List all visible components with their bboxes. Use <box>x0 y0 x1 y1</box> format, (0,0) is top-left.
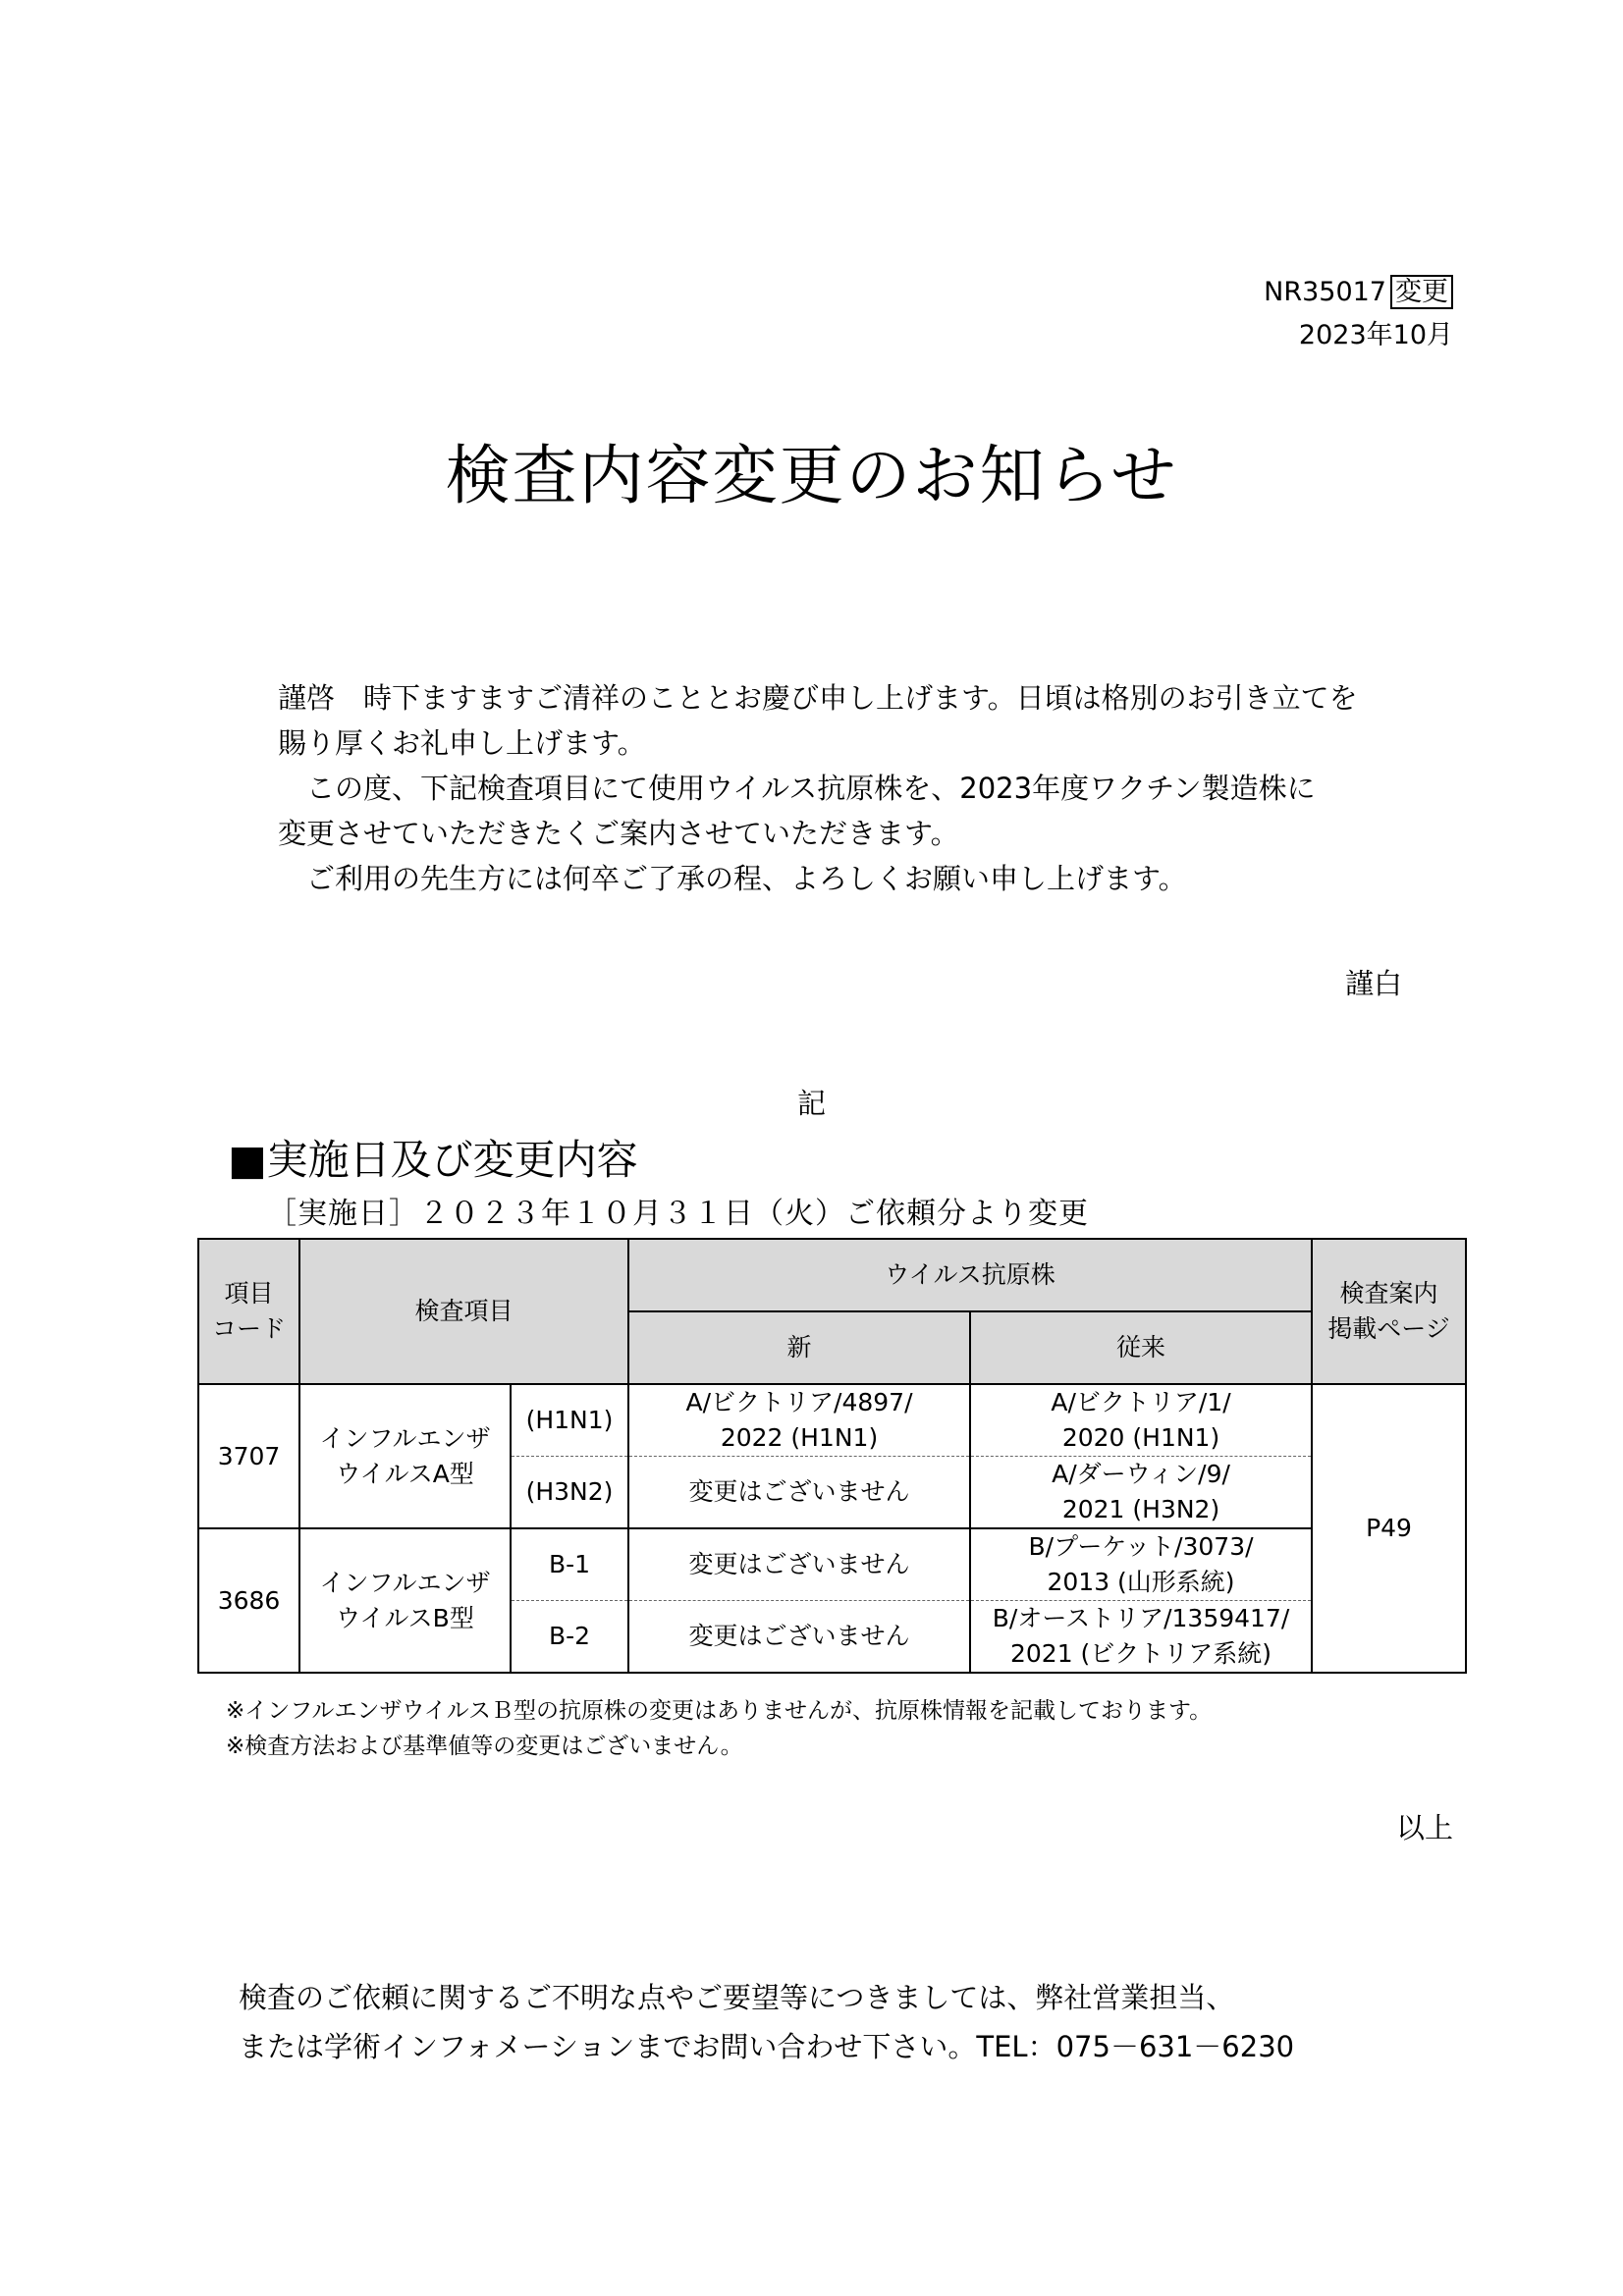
table-row <box>198 1528 1466 1601</box>
section-title: ■実施日及び変更内容 <box>228 1136 638 1184</box>
old-strain: B/プーケット/3073/ 2013 (山形系統) <box>970 1528 1312 1601</box>
old-strain: A/ビクトリア/1/ 2020 (H1N1) <box>970 1384 1312 1457</box>
footer-line: または学術インフォメーションまでお問い合わせ下さい。TEL：075－631－6230 <box>239 2030 1295 2063</box>
table-row <box>198 1384 1466 1457</box>
subtype: B-2 <box>511 1601 628 1674</box>
body-line: 謹啓 時下ますますご清祥のこととお慶び申し上げます。日頃は格別のお引き立てを <box>278 681 1358 715</box>
footer-line: 検査のご依頼に関するご不明な点やご要望等につきましては、弊社営業担当、 <box>239 1981 1235 2014</box>
new-strain: 変更はございません <box>628 1528 970 1601</box>
new-strain: A/ビクトリア/4897/ 2022 (H1N1) <box>628 1384 970 1457</box>
new-strain: 変更はございません <box>628 1457 970 1529</box>
old-strain: A/ダーウィン/9/ 2021 (H3N2) <box>970 1457 1312 1529</box>
change-tag: 変更 <box>1390 275 1453 309</box>
old-strain: B/オーストリア/1359417/ 2021 (ビクトリア系統) <box>970 1601 1312 1674</box>
body-line: この度、下記検査項目にて使用ウイルス抗原株を、2023年度ワクチン製造株に <box>306 772 1316 805</box>
item-name: インフルエンザ ウイルスB型 <box>299 1528 511 1673</box>
header-antigen: ウイルス抗原株 <box>628 1239 1312 1311</box>
subtype: (H3N2) <box>511 1457 628 1529</box>
note-line: ※検査方法および基準値等の変更はございません。 <box>226 1734 743 1759</box>
subtype: (H1N1) <box>511 1384 628 1457</box>
header-page: 検査案内 掲載ページ <box>1312 1239 1466 1384</box>
notes <box>226 1693 1212 1764</box>
contact-footer <box>239 1973 1294 2071</box>
body-text <box>278 675 1456 901</box>
item-code: 3686 <box>198 1528 299 1673</box>
closing-word: 謹白 <box>1344 967 1402 1000</box>
body-line: 賜り厚くお礼申し上げます。 <box>278 726 646 760</box>
page-title: 検査内容変更のお知らせ <box>445 438 1178 513</box>
document-number-text: NR35017 <box>1264 277 1386 307</box>
end-mark: 以上 <box>1395 1811 1453 1844</box>
change-table <box>197 1238 1467 1674</box>
item-code: 3707 <box>198 1384 299 1528</box>
header-new: 新 <box>628 1311 970 1384</box>
item-name: インフルエンザ ウイルスA型 <box>299 1384 511 1528</box>
body-line: 変更させていただきたくご案内させていただきます。 <box>278 817 959 850</box>
body-line: ご利用の先生方には何卒ご了承の程、よろしくお願い申し上げます。 <box>306 862 1187 895</box>
note-line: ※インフルエンザウイルスＢ型の抗原株の変更はありませんが、抗原株情報を記載しております。 <box>226 1698 1213 1724</box>
header-item: 検査項目 <box>299 1239 628 1384</box>
new-strain: 変更はございません <box>628 1601 970 1674</box>
subtype: B-1 <box>511 1528 628 1601</box>
header-old: 従来 <box>970 1311 1312 1384</box>
document-number <box>1264 273 1453 312</box>
ki-heading: 記 <box>796 1087 826 1120</box>
implementation-date: ［実施日］２０２３年１０月３１日（火）ご依頼分より変更 <box>267 1197 1089 1231</box>
guide-page: P49 <box>1312 1384 1466 1673</box>
header-code: 項目 コード <box>198 1239 299 1384</box>
issue-date: 2023年10月 <box>1298 320 1453 350</box>
